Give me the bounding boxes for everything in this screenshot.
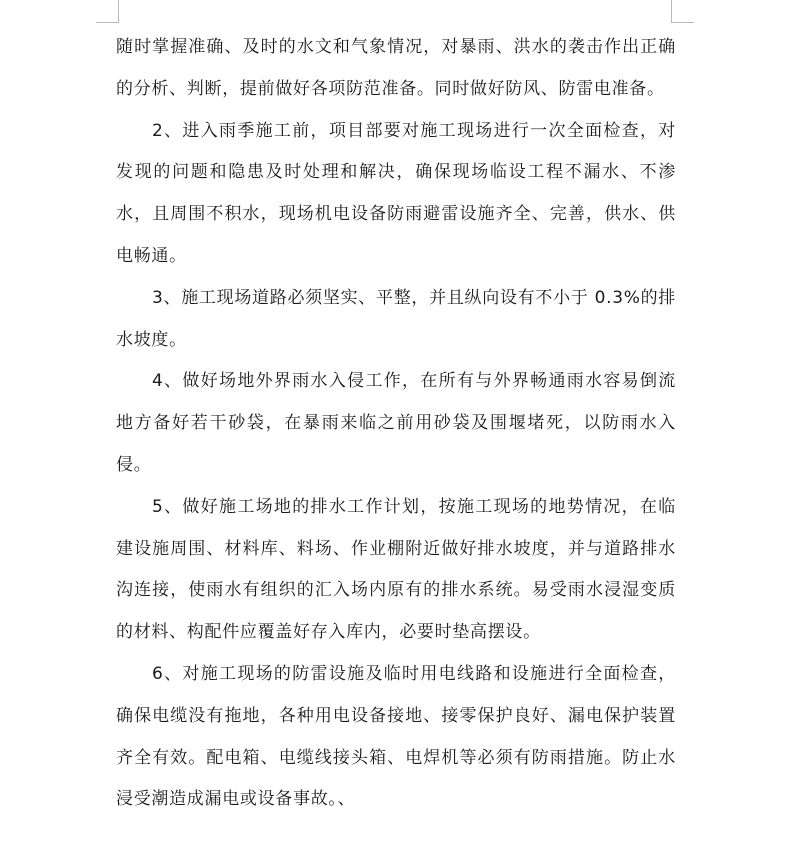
paragraph-intro: 随时掌握准确、及时的水文和气象情况，对暴雨、洪水的袭击作出正确的分析、判断，提前做好各项防范准备。同时做好防风、防雷电准备。 [116,37,676,99]
document-body [116,27,676,821]
paragraph-item-3: 3、施工现场道路必须坚实、平整，并且纵向设有不小于 0.3%的排水坡度。 [116,287,676,350]
paragraph-item-4: 4、做好场地外界雨水入侵工作，在所有与外界畅通雨水容易倒流地方备好若干砂袋，在暴雨来临之前用砂袋及围堰堵死，以防雨水入侵。 [116,371,676,475]
page-corner-mark-left [96,0,119,23]
paragraph-item-5: 5、做好施工场地的排水工作计划，按施工现场的地势情况，在临建设施周围、材料库、料场、作业棚附近做好排水坡度，并与道路排水沟连接，使雨水有组织的汇入场内原有的排水系统。易受雨水浸湿变质的材料、构配件应覆盖好存入库内，必要时垫高摆设。 [116,496,676,643]
paragraph-item-6: 6、对施工现场的防雷设施及临时用电线路和设施进行全面检查，确保电缆没有拖地，各种用电设备接地、接零保护良好、漏电保护装置齐全有效。配电箱、电缆线接头箱、电焊机等必须有防雨措施。防止水浸受潮造成漏电或设备事故。、 [116,663,676,810]
page-corner-mark-right [671,0,694,23]
paragraph-item-2: 2、进入雨季施工前，项目部要对施工现场进行一次全面检查，对发现的问题和隐患及时处理和解决，确保现场临设工程不漏水、不渗水，且周围不积水，现场机电设备防雨避雷设施齐全、完善，供水、供电畅通。 [116,120,676,266]
